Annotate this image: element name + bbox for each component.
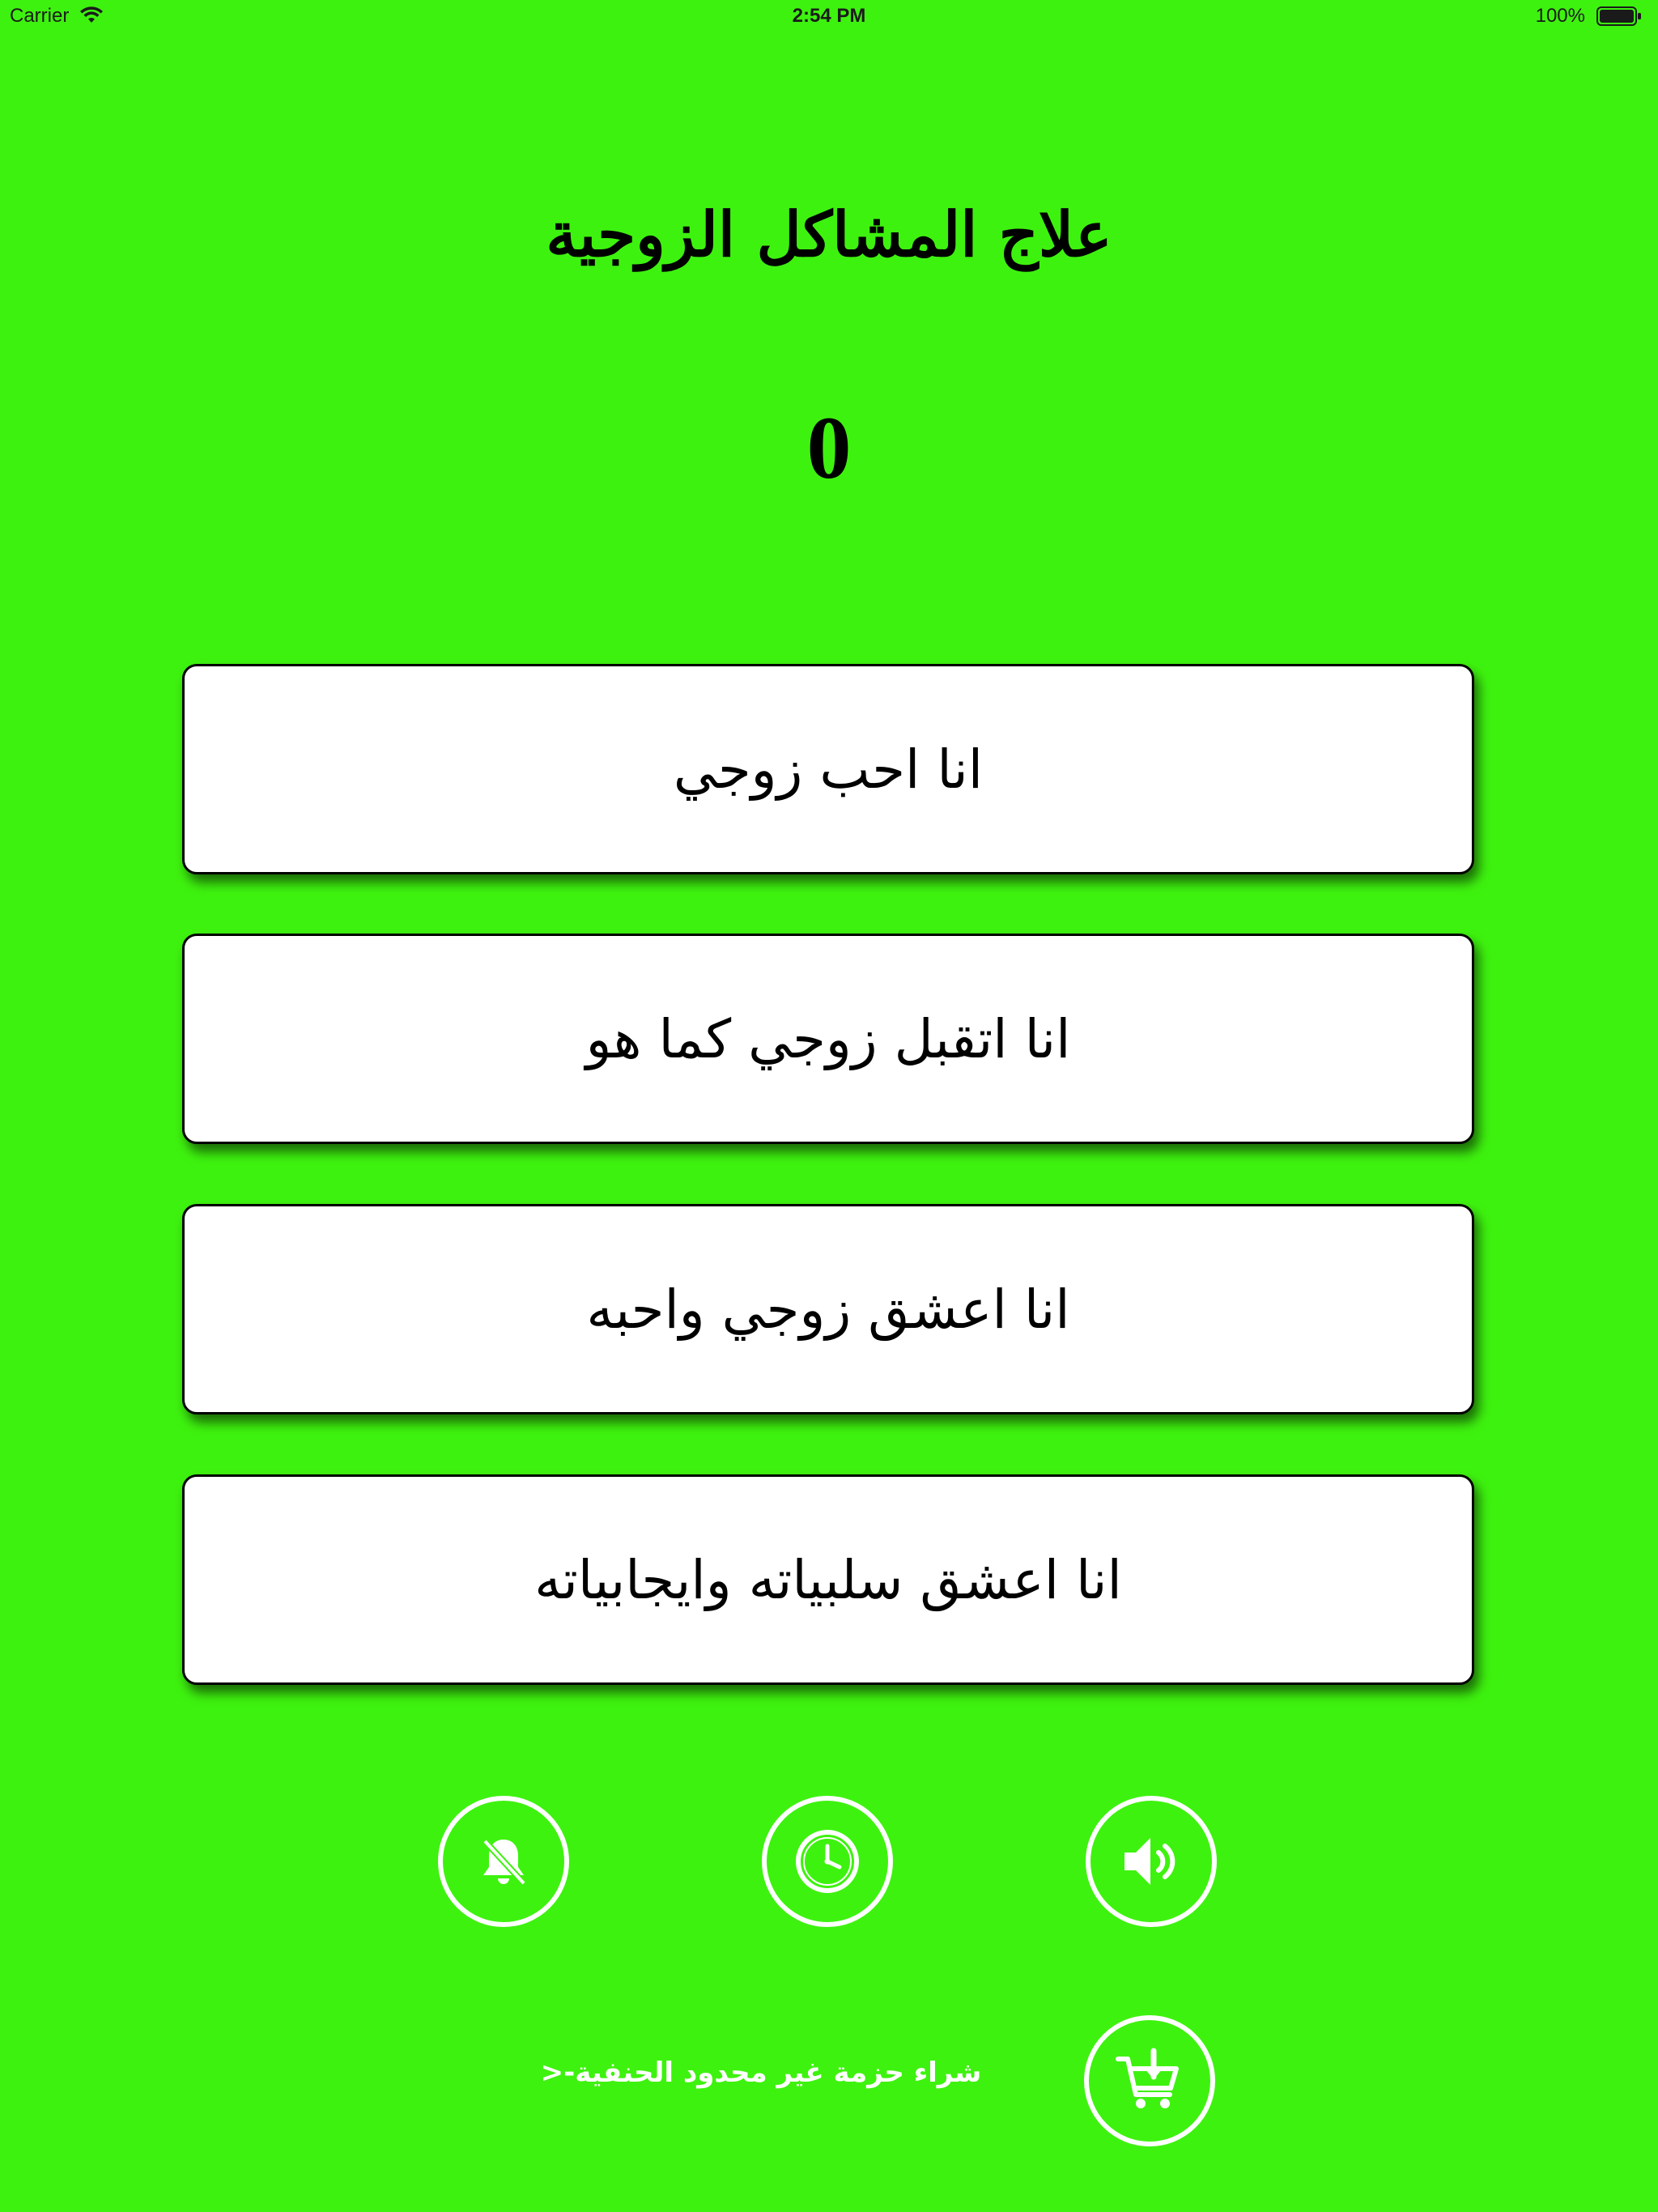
- page-title: علاج المشاكل الزوجية: [546, 198, 1112, 270]
- option-button-1[interactable]: انا احب زوجي: [182, 664, 1474, 874]
- status-bar: [0, 0, 1658, 32]
- cart-download-icon: [1113, 2044, 1186, 2117]
- timer-button[interactable]: [762, 1796, 893, 1927]
- carrier-label: Carrier: [10, 5, 70, 27]
- purchase-link[interactable]: شراء حزمة غير محدود الحنفية-<: [540, 2057, 982, 2089]
- speaker-icon: [1115, 1825, 1188, 1898]
- battery-percent: 100%: [1535, 5, 1585, 27]
- option-button-3[interactable]: انا اعشق زوجي واحبه: [182, 1204, 1474, 1414]
- clock-icon: [791, 1825, 864, 1898]
- score-counter: 0: [806, 398, 852, 497]
- clock-time: 2:54 PM: [792, 5, 866, 27]
- bell-slash-icon: [475, 1833, 532, 1890]
- option-button-4[interactable]: انا اعشق سلبياته وايجابياته: [182, 1474, 1474, 1685]
- sound-toggle-button[interactable]: [1086, 1796, 1217, 1927]
- option-button-2[interactable]: انا اتقبل زوجي كما هو: [182, 934, 1474, 1144]
- battery-icon: [1596, 6, 1642, 26]
- mute-notifications-button[interactable]: [438, 1796, 569, 1927]
- purchase-button[interactable]: [1084, 2015, 1215, 2146]
